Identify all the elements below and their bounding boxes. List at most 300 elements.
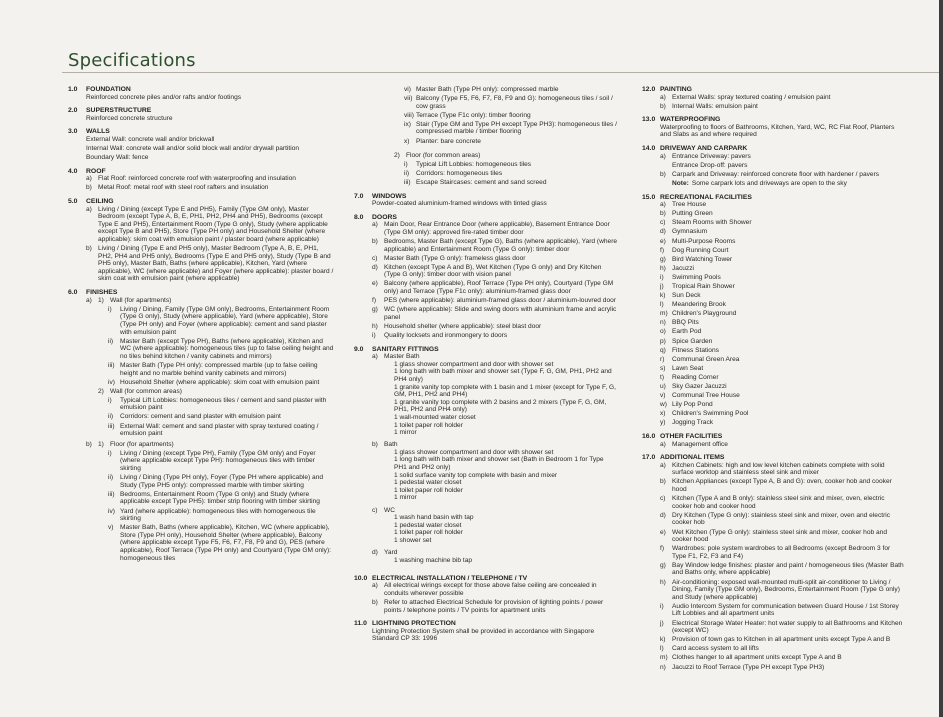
item-text: WC (where applicable): Slide and swing doors with aluminium frame and acrylic panel [384,306,617,321]
item-label: f) [660,246,665,254]
item-label: i) [108,396,112,404]
item-label: x) [404,137,410,145]
list-item [660,265,904,273]
list-item [660,365,904,373]
section-other-facilities [642,433,904,448]
item-label: h) [372,322,378,330]
item-label: m) [660,654,668,662]
item-text: BBQ Pits [672,319,699,327]
section-number: 12.0 [642,86,656,93]
section-sanitary [354,346,618,569]
fitting-line: 1 mirror [394,429,417,437]
section-electrical [354,575,618,614]
item-text: Wall (for common areas) [110,387,182,395]
fitting-line: 1 toilet paper roll holder [394,529,463,537]
section-windows [354,193,618,208]
item-text: Household shelter (where applicable): steel blast door [384,322,542,330]
section-heading [642,194,904,202]
item-text: Carpark and Driveway: reinforced concrete floor with hardener / pavers [672,170,880,178]
item-text: Jacuzzi to Roof Terrace (Type PH except Type PH3) [672,663,825,671]
wall-line: Internal Wall: concrete wall and/or solid block wall and/or drywall partition [86,145,300,153]
section-body [68,175,334,192]
list-item [372,264,618,279]
item-label: c) [372,506,378,514]
item-text: Living / Dining (Type E and PH5 only), Master Bedroom (Type A, B, E, PH1, PH2, PH4 and PH5 only), Bedrooms (Type E and PH5 only), Study (Type B and PH5 only), Master Bath, Baths (where applicable), Kitchen, Yard (where applicable), WC (where applicable) and Foyer (where applicable): plaster board / skim coat with emulsion paint (where applicable) [98,245,334,283]
list-item [660,545,904,560]
list-item [372,306,618,321]
item-label: ii) [108,413,114,421]
item-text: Children's Playground [672,310,737,318]
item-text: Master Bath (Type PH only): compressed marble [416,86,559,93]
item-text: All electrical wirings except for those above false ceiling are concealed in conduits wherever possible [384,582,597,597]
section-heading [354,620,618,628]
item-label: vi) [404,86,411,93]
item-text: Putting Green [672,210,713,218]
section-number: 10.0 [354,574,368,582]
item-label: iii) [108,361,115,369]
item-label: x) [660,410,666,418]
list-item [660,478,904,493]
item-label: a) [660,201,666,209]
subgroup [384,353,618,437]
subheading [86,441,334,564]
list-item [660,228,904,236]
item-label: y) [660,419,666,427]
section-body [642,462,904,671]
fitting-line: 1 pedestal water closet [394,521,462,529]
item-text: Earth Pod [672,328,702,336]
subheading [98,441,334,449]
section-title: PAINTING [660,86,692,93]
fitting-group-title: Yard [384,548,398,556]
fitting-line: 1 shower set [394,536,432,544]
subheading [98,388,334,396]
list-item [660,171,904,179]
item-label: j) [660,619,664,627]
item-label: iii) [108,490,115,498]
fitting-line: 1 toilet paper roll holder [394,486,463,494]
section-foundation [68,86,334,101]
item-label: j) [660,282,664,290]
list-item [660,247,904,255]
section-number: 7.0 [354,192,364,200]
subheading [394,152,618,160]
section-additional-items [642,454,904,671]
item-label: ii) [404,169,410,177]
list-item [372,221,618,236]
item-text: Dog Running Court [672,246,729,254]
item-label: k) [660,292,666,300]
item-label: v) [108,524,114,532]
item-text: Bay Window ledge finishes: plaster and paint / homogeneous tiles (Master Bath and Baths only, where applicable) [672,561,904,577]
item-label: iv) [108,378,115,386]
subgroup [384,549,618,564]
list-item [98,379,334,387]
list-item [660,292,904,300]
item-label: 1) [98,440,104,448]
fitting-line: 1 wall-mounted water closet [394,413,476,421]
section-title: SANITARY FITTINGS [372,345,439,353]
page-title: Specifications [68,50,196,71]
fitting-line: 1 granite vanity top complete with 2 basins and 2 mixers (Type F, G, GM, PH1, PH2 and PH4 only) [394,398,607,414]
section-title: DOORS [372,213,397,221]
section-heading [68,168,334,176]
list-item [660,392,904,400]
list-item [660,664,904,672]
section-number: 16.0 [642,432,656,440]
item-text: Bedrooms, Entertainment Room (Type G only) and Study (where applicable except Type PH5): timber strip flooring with timber skirting [120,490,320,506]
item-text: Kitchen (Type A and B only): stainless steel sink and mixer, oven, electric cooker hob and cooker hood [672,495,885,510]
item-label: b) [660,170,666,178]
item-text: Living / Dining (except Type E and PH5), Family (Type GM only), Master Bedroom (except Type A, B, E, PH1, PH2, PH4 and PH5), Bedrooms (except Type E and PH5), Entertainment Room (Type G only), Study (where applicable except Type B and PH5), Store (Type PH only) and Household Shelter (where applicable): skim coat with emulsion paint / plaster board (where applicable) [98,205,328,243]
column-middle [354,86,618,649]
item-text: Master Bath, Baths (where applicable), Kitchen, WC (where applicable), Store (Type PH only), Household Shelter (where applicable), Balcony (where applicable except Type F5, F6, F7, F8, F9 and G), PES (where applicable), Roof Terrace (Type PH only) and Courtyard (Type GM only): homogeneous tiles [120,524,331,562]
item-text: Sun Deck [672,292,701,300]
item-label: e) [660,528,666,536]
fitting-line: 1 mirror [394,494,417,502]
item-text: Reading Corner [672,373,719,381]
subgroup [384,507,618,545]
wall-line: External Wall: concrete wall and/or brickwall [86,135,215,143]
section-body [68,206,334,283]
list-item [660,162,904,170]
section-heading [354,193,618,201]
list-item [660,274,904,282]
item-label: i) [660,273,664,281]
item-label: n) [660,663,666,671]
list-item [372,297,618,305]
section-body [354,582,618,614]
list-item [660,238,904,246]
list-item [98,450,334,473]
list-item [660,410,904,418]
section-painting [642,86,904,110]
item-text: Floor (for common areas) [406,151,481,159]
item-label: q) [660,346,666,354]
section-title: WALLS [86,128,110,136]
item-label: v) [660,392,666,400]
section-body: Waterproofing to floors of Bathrooms, Kitchen, Yard, WC, RC Flat Roof, Planters and Slabs as and where required [660,123,895,139]
list-item [86,206,334,244]
finishes-continued [354,86,618,187]
list-item [98,413,334,421]
item-text: Living / Dining (except Type PH), Family (Type GM only) and Foyer (where applicable except Type PH): homogeneous tiles with timber skirting [120,449,316,473]
item-label: c) [660,219,666,227]
item-label: iii) [404,178,411,186]
item-label: viii) [404,111,414,119]
item-text: Balcony (where applicable), Roof Terrace (Type PH only), Courtyard (Type GM only) and Terrace (Type F1c only): aluminium-framed glass door [384,280,614,296]
section-walls [68,128,334,161]
list-item [660,219,904,227]
section-heading [68,289,334,297]
item-label: i) [108,305,112,313]
list-item [660,338,904,346]
item-text: Meandering Brook [672,301,726,309]
list-item [660,636,904,644]
list-item [98,362,334,377]
item-label: d) [660,511,666,519]
item-text: Electrical Storage Water Heater: hot water supply to all Bathrooms and Kitchen (except WC) [672,619,903,635]
list-item [660,645,904,653]
section-recreational [642,194,904,427]
section-body: Lightning Protection System shall be provided in accordance with Singapore Standard CP 33: 1996 [372,627,595,643]
fitting-line: 1 washing machine bib tap [394,556,473,564]
list-item [660,283,904,291]
list-item [660,620,904,635]
item-label: r) [660,355,665,363]
section-driveway [642,145,904,187]
section-body [642,153,904,188]
list-item [660,153,904,161]
item-label: d) [372,548,378,556]
item-text: Audio Intercom System for communication between Guard House / 1st Storey Lift Lobbies and all apartment units [672,602,899,618]
section-body [642,94,904,111]
section-title: ELECTRICAL INSTALLATION / TELEPHONE / TV [372,574,528,582]
item-label: d) [660,228,666,236]
wall-line: Boundary Wall: fence [86,154,149,162]
item-text: Planter: bare concrete [416,137,481,145]
section-body [68,136,334,162]
note [660,180,904,188]
fitting-line: 1 pedestal water closet [394,479,462,487]
item-label: b) [86,245,92,253]
section-doors [354,214,618,340]
item-label: c) [372,254,378,262]
section-heading [642,86,904,94]
section-number: 5.0 [68,198,78,206]
item-label: a) [372,221,378,229]
subgroup [384,441,618,502]
item-text: Dry Kitchen (Type G only): stainless steel sink and mixer, oven and electric cooker hob [672,511,891,527]
fitting-line: 1 toilet paper roll holder [394,421,463,429]
section-number: 11.0 [354,620,367,628]
item-label: b) [660,102,666,110]
item-text: Internal Walls: emulsion paint [672,102,758,110]
item-text: Clothes hanger to all apartment units except Type A and B [672,654,842,662]
item-text: Wardrobes: pole system wardrobes to all Bedrooms (except Bedroom 3 for Type F1, F2, F3 and F4) [672,545,891,560]
item-text: PES (where applicable): aluminium-framed glass door / aluminium-louvred door [384,297,616,305]
column-left [68,86,334,570]
item-text: Tropical Rain Shower [672,282,735,290]
list-item [394,161,618,169]
item-label: a) [86,205,92,213]
section-heading [68,86,334,94]
item-text: Yard (where applicable): homogeneous tiles with homogeneous tile skirting [120,507,316,523]
section-number: 3.0 [68,128,78,136]
subheading [98,297,334,305]
list-item [660,356,904,364]
item-label: a) [372,353,378,361]
section-title: ROOF [86,167,106,175]
fitting-line: 1 glass shower compartment and door with shower set [394,360,554,368]
section-number: 15.0 [642,193,656,201]
section-ceiling [68,198,334,283]
item-label: c) [660,495,666,503]
section-heading [68,107,334,115]
list-item [660,347,904,355]
item-text: Master Bath (Type PH only): compressed marble (up to false ceiling height and no marble behind vanity cabinets and mirrors) [120,361,318,377]
list-item [394,170,618,178]
item-text: Flat Roof: reinforced concrete roof with waterproofing and insulation [98,175,296,183]
item-text: Multi-Purpose Rooms [672,237,736,245]
item-text: Swimming Pools [672,273,721,281]
list-item [98,524,334,562]
item-text: Main Door, Rear Entrance Door (where applicable), Basement Entrance Door (Type GM only): approved fire-rated timber door [384,221,610,236]
subheading [372,353,618,437]
item-label: f) [660,545,665,553]
item-text: Master Bath (Type G only): frameless glass door [384,254,526,262]
list-item [98,397,334,412]
section-number: 17.0 [642,454,656,462]
section-heading [642,433,904,441]
subgroup [98,297,334,440]
list-item [394,138,618,146]
list-item [660,441,904,449]
item-text: Card access system to all lifts [672,645,759,653]
section-heading [68,198,334,206]
item-label: g) [372,306,378,314]
item-text: Entrance Driveway: pavers [672,152,751,160]
section-number: 14.0 [642,145,656,153]
fitting-line: 1 wash hand basin with tap [394,514,474,522]
note-text: Some carpark lots and driveways are open to the sky [691,179,847,187]
section-superstructure [68,107,334,122]
item-label: p) [660,337,666,345]
item-text: Terrace (Type F1c only): timber flooring [416,111,531,119]
item-label: 2) [98,387,104,395]
item-label: i) [660,602,664,610]
section-title: SUPERSTRUCTURE [86,107,152,115]
section-title: WATERPROOFING [660,116,721,124]
list-item [394,179,618,187]
page-edge [939,0,943,717]
list-item [98,474,334,489]
list-item [394,95,618,110]
note-label: Note: [672,179,689,187]
section-number: 1.0 [68,86,78,93]
item-text: Tree House [672,201,707,209]
list-item [372,582,618,597]
item-text: Typical Lift Lobbies: homogeneous tiles / cement and sand plaster with emulsion paint [120,396,327,412]
item-text: Bedrooms, Master Bath (except Type G), Baths (where applicable), Yard (where applicable) and Entertainment Room (Type G only): timber door [384,238,618,253]
item-text: Entrance Drop-off: pavers [672,161,748,169]
column-right [642,86,904,677]
item-text: Living / Dining, Family (Type GM only), Bedrooms, Entertainment Room (Type G only), Study (where applicable), Yard (where applicable), Store (Type PH only) and Foyer (where applicable): cement and sand plaster with emulsion paint [120,305,330,336]
list-item [372,332,618,340]
item-label: b) [86,440,92,448]
item-text: Communal Green Area [672,355,740,363]
item-text: Jacuzzi [672,264,694,272]
list-item [98,491,334,506]
item-label: h) [660,264,666,272]
fitting-line: 1 granite vanity top complete with 1 basin and 1 mixer (except for Type F, G, GM, PH1, PH2 and PH4) [394,383,616,399]
list-item [98,423,334,438]
section-body [354,86,618,187]
list-item [372,255,618,263]
list-item [660,512,904,527]
item-text: Kitchen Cabinets: high and low level kitchen cabinets complete with solid surface worktop and stainless steel sink and mixer [672,461,885,477]
section-body [642,441,904,449]
item-label: g) [660,561,666,569]
item-text: Balcony (Type F5, F6, F7, F8, F9 and G): homogeneous tiles / soil / cow grass [416,95,613,110]
section-number: 13.0 [642,116,656,124]
list-item [660,319,904,327]
fitting-line: 1 long bath with bath mixer and shower set (Type F, G, GM, PH1, PH2 and PH4 only) [394,368,612,383]
section-heading [642,454,904,462]
section-body: Reinforced concrete structure [86,114,173,122]
list-item [372,280,618,295]
section-body [354,353,618,568]
item-text: Wall (for apartments) [110,296,172,304]
item-text: Metal Roof: metal roof with steel roof rafters and insulation [98,184,269,192]
list-item [372,323,618,331]
item-label: ii) [108,337,114,345]
item-text: Management office [672,440,728,448]
item-text: Lily Pop Pond [672,401,713,409]
section-title: DRIVEWAY AND CARPARK [660,145,748,153]
list-item [660,579,904,602]
item-label: a) [372,582,378,590]
fitting-line: 1 solid surface vanity top complete with basin and mixer [394,471,558,479]
section-title: LIGHTNING PROTECTION [372,620,456,628]
section-heading [68,128,334,136]
item-label: s) [660,364,666,372]
list-item [660,529,904,544]
item-text: Quality locksets and ironmongery to doors [384,332,508,340]
item-label: b) [372,238,378,245]
subgroup [98,441,334,564]
list-item [98,306,334,336]
item-text: Air-conditioning: exposed wall-mounted multi-split air-conditioner to Living / Dining, Family (Type GM only), Bedrooms, Entertainment Room (Type G only) and Study (where applicable) [672,578,900,601]
item-text: Spice Garden [672,337,713,345]
list-item [660,562,904,577]
item-label: i) [372,332,376,340]
list-item [86,184,334,192]
item-label: g) [660,255,666,263]
list-item [660,201,904,209]
item-label: i) [108,449,112,457]
item-text: Steam Rooms with Shower [672,219,752,227]
section-body: Powder-coated aluminium-framed windows with tinted glass [372,200,547,208]
section-body: Reinforced concrete piles and/or rafts and/or footings [86,93,242,101]
section-number: 2.0 [68,107,78,115]
item-label: e) [660,237,666,245]
item-label: w) [660,401,667,409]
item-text: Bird Watching Tower [672,255,733,263]
list-item [660,401,904,409]
item-text: Sky Gazer Jacuzzi [672,383,727,390]
list-item [660,103,904,111]
list-item [394,86,618,94]
list-item [660,462,904,477]
section-title: FINISHES [86,289,118,297]
list-item [394,112,618,120]
section-finishes [68,289,334,564]
list-item [660,94,904,102]
subheading [372,441,618,502]
item-label: a) [660,93,666,101]
fitting-line: 1 glass shower compartment and door with shower set [394,448,554,456]
item-text: Wet Kitchen (Type G only): stainless steel sink and mixer, cooker hob and cooker hood [672,528,888,544]
item-text: Provision of town gas to Kitchen in all apartment units except Type A and B [672,636,891,644]
item-text: Floor (for apartments) [110,440,174,448]
item-label: l) [660,645,664,653]
item-text: Escape Staircases: cement and sand screed [416,178,547,186]
section-body [642,201,904,427]
section-heading [642,116,904,124]
item-text: Master Bath (except Type PH), Baths (where applicable), Kitchen and WC (where applicable): homogeneous tiles (up to false ceiling height and no tiles behind kitchen / vanity cabinets and mirrors) [120,337,334,360]
item-text: Refer to attached Electrical Schedule for provision of lighting points / power points / telephone points / TV points for apartment units [384,598,604,614]
